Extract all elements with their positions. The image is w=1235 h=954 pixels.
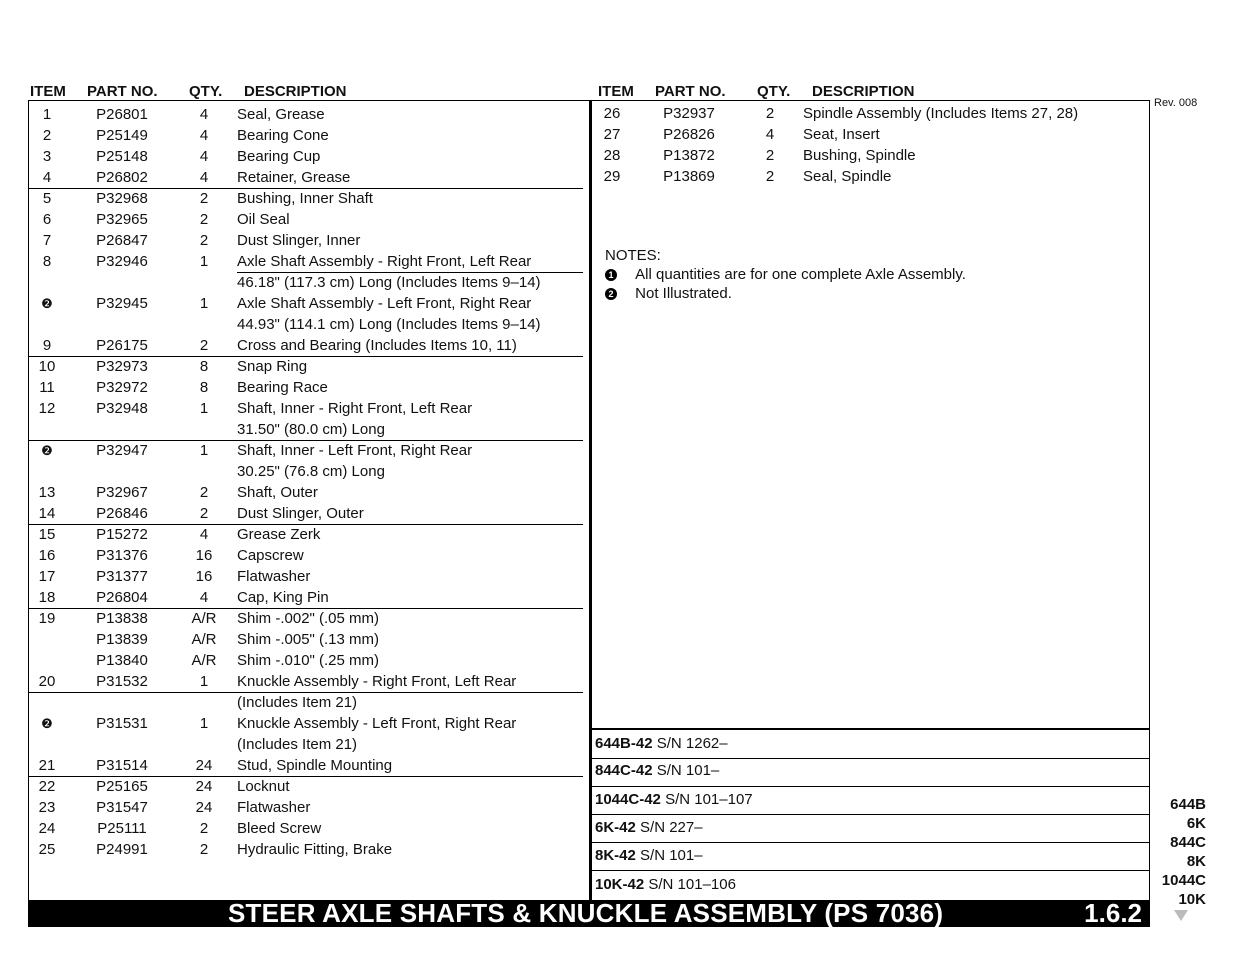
description-cell: Seal, Grease: [237, 106, 325, 123]
table-row: [28, 167, 583, 188]
qty-cell: 24: [195, 757, 213, 774]
description-cell: Locknut: [237, 778, 290, 795]
note-1-glyph: 1: [605, 269, 617, 281]
description-cell: Bearing Cup: [237, 148, 321, 165]
description-cell: Dust Slinger, Outer: [237, 505, 364, 522]
part-number-cell: P13838: [96, 610, 148, 627]
description-cell: Seal, Spindle: [803, 168, 892, 185]
qty-cell: 2: [199, 820, 209, 837]
qty-cell: 24: [195, 778, 213, 795]
serial-row: [592, 870, 1150, 900]
table-row: [28, 839, 583, 860]
description-cell: Bushing, Inner Shaft: [237, 190, 373, 207]
table-row: [28, 482, 583, 503]
qty-cell: 4: [199, 127, 209, 144]
serial-row: [592, 786, 1150, 814]
serial-range: S/N 1262–: [656, 735, 728, 752]
part-number-cell: P25111: [97, 820, 147, 837]
part-number-cell: P32947: [96, 442, 148, 459]
part-number-cell: P31531: [96, 715, 148, 732]
description-cell: Cap, King Pin: [237, 589, 329, 606]
down-triangle-icon: [1174, 910, 1188, 921]
table-row: [28, 125, 583, 146]
table-row: [28, 587, 583, 608]
table-row: [28, 377, 583, 398]
qty-cell: 1: [199, 295, 209, 312]
table-row: [28, 671, 583, 692]
table-row: [28, 335, 583, 356]
header-part-left: PART NO.: [87, 83, 158, 100]
table-row: [28, 755, 583, 776]
side-model: 10K: [1178, 891, 1206, 908]
header-desc-left: DESCRIPTION: [244, 83, 347, 100]
serial-range: S/N 101–: [656, 762, 720, 779]
item-cell: 2: [42, 127, 52, 144]
description-cell: Bearing Race: [237, 379, 328, 396]
item-cell: 10: [38, 358, 56, 375]
item-cell: 27: [603, 126, 621, 143]
description-cell: Oil Seal: [237, 211, 290, 228]
qty-cell: 2: [765, 168, 775, 185]
header-qty-left: QTY.: [189, 83, 223, 100]
side-model: 6K: [1186, 815, 1206, 832]
qty-cell: 2: [199, 232, 209, 249]
side-model: 8K: [1186, 853, 1206, 870]
serial-row: [592, 814, 1150, 842]
qty-cell: A/R: [191, 610, 217, 627]
header-qty-right: QTY.: [757, 83, 791, 100]
serial-range: S/N 227–: [640, 819, 703, 836]
part-number-cell: P32973: [96, 358, 148, 375]
table-row: [28, 230, 583, 251]
table-row: [28, 272, 583, 293]
qty-cell: A/R: [191, 631, 217, 648]
part-number-cell: P26802: [96, 169, 148, 186]
item-cell: 19: [38, 610, 56, 627]
item-cell: 1: [42, 106, 52, 123]
description-cell: Knuckle Assembly - Right Front, Left Rear: [237, 673, 517, 690]
serial-range: S/N 101–: [640, 847, 703, 864]
qty-cell: 8: [199, 379, 209, 396]
description-cell: Hydraulic Fitting, Brake: [237, 841, 393, 858]
table-row: [28, 734, 583, 755]
table-row: [28, 251, 583, 272]
description-cell: 46.18" (117.3 cm) Long (Includes Items 9–14): [237, 274, 541, 291]
part-number-cell: P31532: [96, 673, 148, 690]
table-row: [28, 797, 583, 818]
table-row: [28, 104, 583, 125]
page-title: STEER AXLE SHAFTS & KNUCKLE ASSEMBLY (PS 7036): [228, 898, 944, 928]
side-model: 844C: [1170, 834, 1206, 851]
part-number-cell: P26804: [96, 589, 148, 606]
item-cell: 16: [38, 547, 56, 564]
part-number-cell: P24991: [96, 841, 148, 858]
table-row: [28, 146, 583, 167]
part-number-cell: P15272: [96, 526, 148, 543]
qty-cell: 4: [199, 106, 209, 123]
part-number-cell: P13869: [663, 168, 715, 185]
table-row: [28, 293, 583, 314]
item-cell: 8: [42, 253, 52, 270]
serial-row: [592, 758, 1150, 786]
qty-cell: 1: [199, 442, 209, 459]
description-cell: Shim -.002" (.05 mm): [237, 610, 380, 627]
part-number-cell: P13840: [96, 652, 148, 669]
description-cell: Bleed Screw: [237, 820, 322, 837]
qty-cell: 2: [199, 841, 209, 858]
table-row: [28, 398, 583, 419]
serial-model: 644B-42: [595, 735, 653, 752]
side-model: 1044C: [1161, 872, 1206, 889]
qty-cell: 2: [199, 505, 209, 522]
side-model-list: [1162, 795, 1206, 909]
description-cell: 31.50" (80.0 cm) Long: [237, 421, 385, 438]
qty-cell: 2: [199, 211, 209, 228]
footer-bar: [28, 900, 1150, 927]
revision-label: Rev. 008: [1154, 97, 1198, 109]
item-cell: 29: [603, 168, 621, 185]
serial-model: 10K-42: [595, 876, 645, 893]
qty-cell: 8: [199, 358, 209, 375]
serial-model: 1044C-42: [595, 791, 661, 808]
part-number-cell: P26826: [663, 126, 715, 143]
item-cell: 18: [38, 589, 56, 606]
part-number-cell: P32945: [96, 295, 148, 312]
table-row: [28, 545, 583, 566]
item-cell: 4: [42, 169, 52, 186]
section-number: 1.6.2: [1084, 898, 1142, 928]
description-cell: Knuckle Assembly - Left Front, Right Rear: [237, 715, 517, 732]
item-cell: 14: [38, 505, 56, 522]
table-row: [28, 524, 583, 545]
part-number-cell: P31547: [96, 799, 148, 816]
item-cell: 20: [38, 673, 56, 690]
table-row: [28, 566, 583, 587]
serial-model: 8K-42: [595, 847, 636, 864]
qty-cell: 1: [199, 253, 209, 270]
table-row: [28, 503, 583, 524]
side-model: 644B: [1170, 796, 1206, 813]
qty-cell: 16: [195, 547, 213, 564]
description-cell: Grease Zerk: [237, 526, 321, 543]
header-item-right: ITEM: [598, 83, 634, 100]
qty-cell: 2: [199, 190, 209, 207]
description-cell: Shim -.010" (.25 mm): [237, 652, 380, 669]
qty-cell: 4: [765, 126, 775, 143]
qty-cell: A/R: [191, 652, 217, 669]
table-row: [592, 166, 1147, 187]
part-number-cell: P32948: [96, 400, 148, 417]
item-cell: 15: [38, 526, 56, 543]
qty-cell: 4: [199, 169, 209, 186]
part-number-cell: P25165: [96, 778, 148, 795]
table-row: [28, 713, 583, 734]
qty-cell: 1: [199, 400, 209, 417]
description-cell: (Includes Item 21): [237, 694, 358, 711]
item-cell: 25: [38, 841, 56, 858]
note-1-text: All quantities are for one complete Axle Assembly.: [635, 266, 966, 283]
description-cell: Flatwasher: [237, 799, 311, 816]
item-cell: 17: [38, 568, 56, 585]
item-cell: 12: [38, 400, 56, 417]
serial-model: 6K-42: [595, 819, 636, 836]
item-cell: ❷: [41, 443, 53, 458]
description-cell: Shaft, Inner - Right Front, Left Rear: [237, 400, 473, 417]
qty-cell: 4: [199, 526, 209, 543]
qty-cell: 4: [199, 148, 209, 165]
table-row: [592, 103, 1147, 124]
description-cell: Shim -.005" (.13 mm): [237, 631, 380, 648]
description-cell: Retainer, Grease: [237, 169, 351, 186]
note-2-glyph: 2: [605, 288, 617, 300]
table-row: [28, 650, 583, 671]
item-cell: 11: [39, 379, 55, 396]
table-row: [28, 629, 583, 650]
qty-cell: 2: [199, 337, 209, 354]
item-cell: 3: [42, 148, 52, 165]
part-number-cell: P32937: [663, 105, 715, 122]
description-cell: Shaft, Inner - Left Front, Right Rear: [237, 442, 473, 459]
description-cell: Axle Shaft Assembly - Right Front, Left Rear: [237, 253, 532, 270]
item-cell: 28: [603, 147, 621, 164]
description-cell: (Includes Item 21): [237, 736, 358, 753]
table-row: [28, 776, 583, 797]
row-separator: [237, 272, 583, 273]
table-row: [28, 209, 583, 230]
item-cell: 23: [38, 799, 56, 816]
item-cell: 21: [38, 757, 56, 774]
item-cell: 22: [38, 778, 56, 795]
item-cell: 24: [38, 820, 56, 837]
part-number-cell: P31376: [96, 547, 148, 564]
part-number-cell: P13872: [663, 147, 715, 164]
part-number-cell: P32968: [96, 190, 148, 207]
header-desc-right: DESCRIPTION: [812, 83, 915, 100]
qty-cell: 2: [765, 105, 775, 122]
table-row: [28, 440, 583, 461]
part-number-cell: P32972: [96, 379, 148, 396]
part-number-cell: P32967: [96, 484, 148, 501]
table-row: [28, 692, 583, 713]
header-part-right: PART NO.: [655, 83, 726, 100]
qty-cell: 4: [199, 589, 209, 606]
item-cell: 6: [42, 211, 52, 228]
qty-cell: 1: [199, 673, 209, 690]
serial-range: S/N 101–106: [648, 876, 736, 893]
description-cell: Capscrew: [237, 547, 304, 564]
description-cell: Bearing Cone: [237, 127, 329, 144]
part-number-cell: P26846: [96, 505, 148, 522]
item-cell: 9: [42, 337, 52, 354]
description-cell: Seat, Insert: [803, 126, 880, 143]
part-number-cell: P31377: [96, 568, 148, 585]
part-number-cell: P32946: [96, 253, 148, 270]
qty-cell: 2: [199, 484, 209, 501]
description-cell: Cross and Bearing (Includes Items 10, 11): [237, 337, 517, 354]
serial-range: S/N 101–107: [665, 791, 753, 808]
notes-section: [605, 246, 966, 303]
table-row: [28, 608, 583, 629]
part-number-cell: P26847: [96, 232, 148, 249]
description-cell: Spindle Assembly (Includes Items 27, 28): [803, 105, 1079, 122]
qty-cell: 16: [195, 568, 213, 585]
description-cell: Flatwasher: [237, 568, 311, 585]
part-number-cell: P25148: [96, 148, 148, 165]
description-cell: Dust Slinger, Inner: [237, 232, 361, 249]
item-cell: ❷: [41, 296, 53, 311]
header-item-left: ITEM: [30, 83, 66, 100]
description-cell: Shaft, Outer: [237, 484, 318, 501]
part-number-cell: P26801: [96, 106, 148, 123]
description-cell: 44.93" (114.1 cm) Long (Includes Items 9–14): [237, 316, 541, 333]
table-row: [592, 145, 1147, 166]
table-row: [28, 419, 583, 440]
description-cell: Stud, Spindle Mounting: [237, 757, 393, 774]
part-number-cell: P32965: [96, 211, 148, 228]
item-cell: 7: [42, 232, 52, 249]
description-cell: Axle Shaft Assembly - Left Front, Right Rear: [237, 295, 532, 312]
qty-cell: 2: [765, 147, 775, 164]
qty-cell: 24: [195, 799, 213, 816]
table-row: [28, 461, 583, 482]
table-row: [28, 314, 583, 335]
table-row: [28, 356, 583, 377]
description-cell: Bushing, Spindle: [803, 147, 916, 164]
description-cell: Snap Ring: [237, 358, 308, 375]
item-cell: 5: [42, 190, 52, 207]
serial-model: 844C-42: [595, 762, 653, 779]
description-cell: 30.25" (76.8 cm) Long: [237, 463, 385, 480]
table-row: [28, 188, 583, 209]
note-1: [605, 265, 966, 284]
part-number-cell: P13839: [96, 631, 148, 648]
item-cell: 26: [603, 105, 621, 122]
serial-row: [592, 730, 1150, 758]
part-number-cell: P26175: [96, 337, 148, 354]
note-2-text: Not Illustrated.: [635, 285, 732, 302]
part-number-cell: P31514: [96, 757, 148, 774]
note-2: [605, 284, 966, 303]
notes-title: NOTES:: [605, 247, 661, 264]
item-cell: 13: [38, 484, 56, 501]
part-number-cell: P25149: [96, 127, 148, 144]
item-cell: ❷: [41, 716, 53, 731]
table-row: [28, 818, 583, 839]
serial-row: [592, 842, 1150, 870]
table-row: [592, 124, 1147, 145]
qty-cell: 1: [199, 715, 209, 732]
